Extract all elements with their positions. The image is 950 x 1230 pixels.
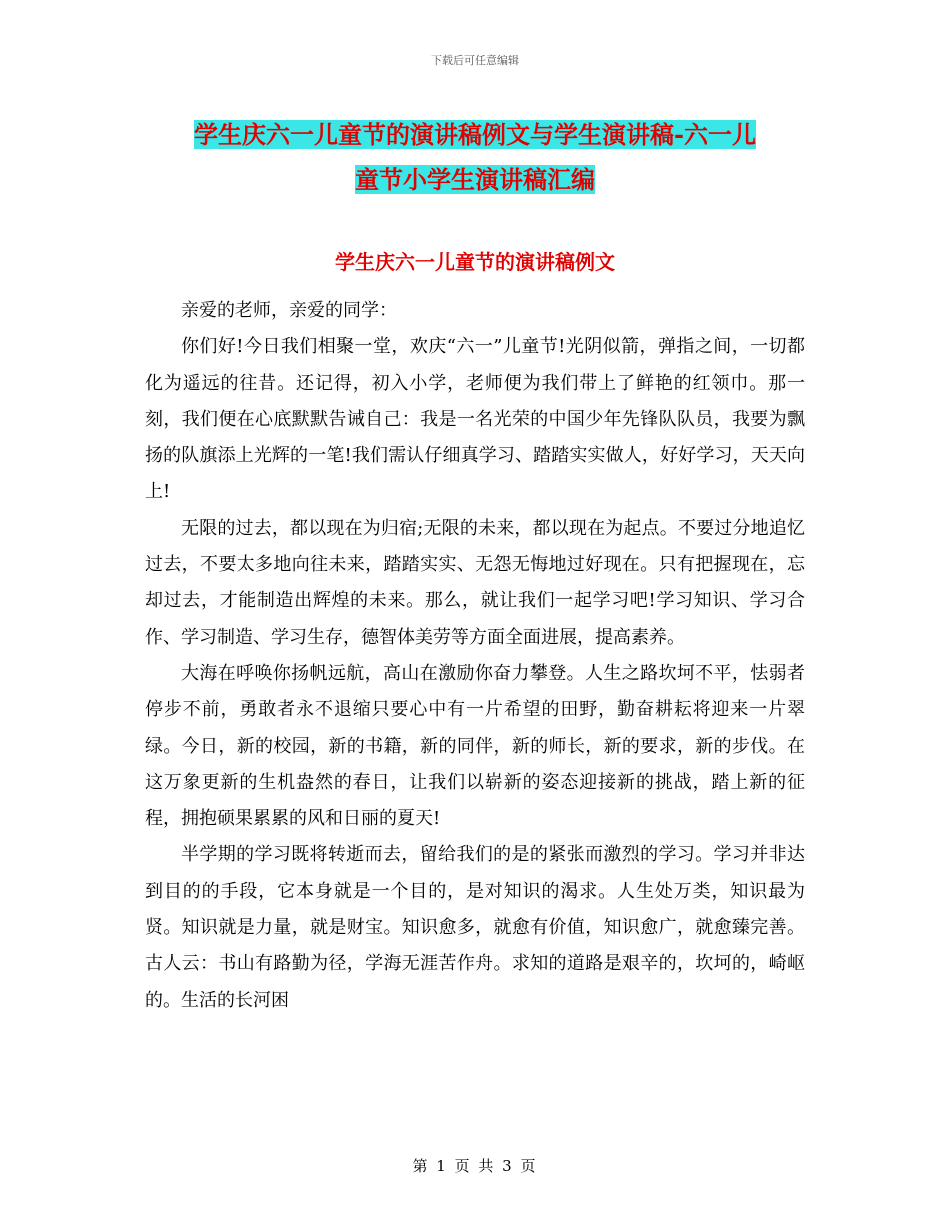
document-title [150, 112, 800, 202]
paragraph: 无限的过去，都以现在为归宿;无限的未来，都以现在为起点。不要过分地追忆过去，不要太多地向往未来，踏踏实实、无怨无悔地过好现在。只有把握现在，忘却过去，才能制造出辉煌的未来。那么，就让我们一起学习吧!学习知识、学习合作、学习制造、学习生存，德智体美劳等方面全面进展，提高素养。 [145, 517, 805, 648]
title-line-2: 童节小学生演讲稿汇编 [355, 165, 595, 194]
header-note: 下载后可任意编辑 [431, 54, 519, 67]
paragraph: 半学期的学习既将转逝而去，留给我们的是的紧张而激烈的学习。学习并非达到目的的手段，它本身就是一个目的，是对知识的渴求。人生处万类，知识最为贤。知识就是力量，就是财宝。知识愈多，就愈有价值，知识愈广，就愈臻完善。古人云：书山有路勤为径，学海无涯苦作舟。求知的道路是艰辛的，坎坷的，崎岖的。生活的长河困 [145, 844, 805, 1011]
paragraph: 你们好!今日我们相聚一堂，欢庆“六一”儿童节!光阴似箭，弹指之间，一切都化为遥远的往昔。还记得，初入小学，老师便为我们带上了鲜艳的红领巾。那一刻，我们便在心底默默告诫自己：我是一名光荣的中国少年先锋队队员，我要为飘扬的队旗添上光辉的一笔!我们需认仔细真学习、踏踏实实做人，好好学习，天天向上! [145, 336, 805, 503]
paragraph: 大海在呼唤你扬帆远航，高山在激励你奋力攀登。人生之路坎坷不平，怯弱者停步不前，勇敢者永不退缩只要心中有一片希望的田野，勤奋耕耘将迎来一片翠绿。今日，新的校园，新的书籍，新的同伴，新的师长，新的要求，新的步伐。在这万象更新的生机盎然的春日，让我们以崭新的姿态迎接新的挑战，踏上新的征程，拥抱硕果累累的风和日丽的夏天! [145, 662, 805, 830]
title-line-1: 学生庆六一儿童节的演讲稿例文与学生演讲稿-六一儿 [194, 120, 756, 149]
section-title: 学生庆六一儿童节的演讲稿例文 [335, 250, 615, 274]
salutation: 亲爱的老师，亲爱的同学： [181, 300, 397, 321]
page-footer: 第 1 页 共 3 页 [412, 1157, 538, 1175]
body-text [145, 293, 805, 1019]
